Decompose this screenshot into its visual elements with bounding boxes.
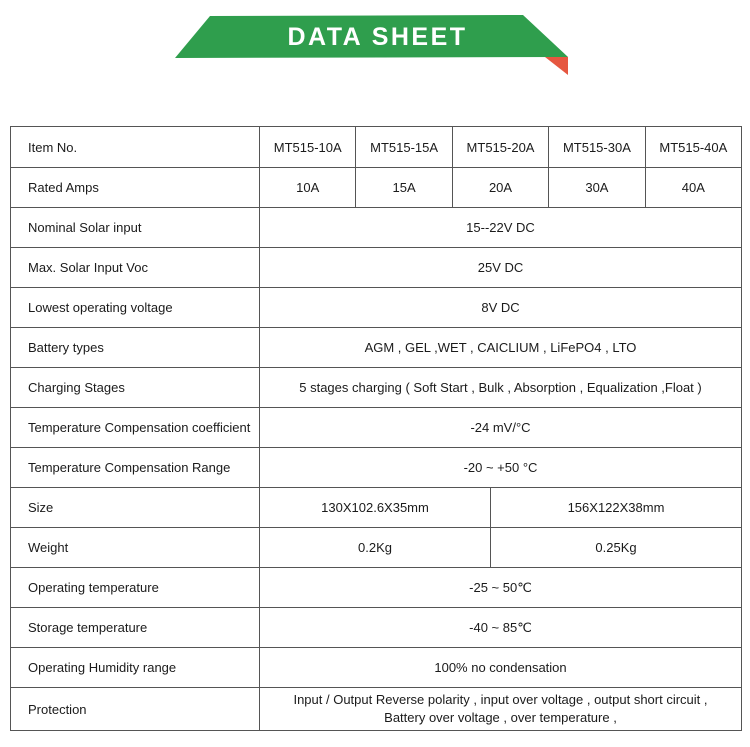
row-label: Storage temperature [28, 620, 148, 635]
row-label: Lowest operating voltage [28, 300, 173, 315]
row-label: Protection [28, 701, 87, 717]
table-row-battery-types [11, 327, 741, 367]
row-value: 100% no condensation [259, 648, 741, 687]
table-row-temp-comp-range [11, 447, 741, 487]
row-label: Max. Solar Input Voc [28, 260, 148, 275]
row-label: Charging Stages [28, 380, 125, 395]
row-label: Rated Amps [28, 180, 99, 195]
model-cell: MT515-30A [548, 127, 644, 167]
model-cell: MT515-15A [355, 127, 451, 167]
row-label: Temperature Compensation Range [28, 460, 231, 475]
table-row-weight [11, 527, 741, 567]
row-label: Item No. [28, 139, 78, 155]
table-row-size [11, 487, 741, 527]
weight-small-cell: 0.2Kg [259, 528, 490, 567]
table-row-max-solar-input-voc [11, 247, 741, 287]
table-row-item-no [11, 127, 741, 167]
row-value: 8V DC [259, 288, 741, 327]
row-value: 25V DC [259, 248, 741, 287]
size-small-cell: 130X102.6X35mm [259, 488, 490, 527]
row-value: -20 ~ +50 °C [259, 448, 741, 487]
row-label: Operating Humidity range [28, 660, 177, 675]
row-value [259, 688, 741, 730]
row-label: Nominal Solar input [28, 220, 142, 235]
table-row-lowest-operating-voltage [11, 287, 741, 327]
amps-cell: 40A [645, 168, 741, 207]
size-large-cell: 156X122X38mm [490, 488, 741, 527]
row-value: 15--22V DC [259, 208, 741, 247]
banner [175, 15, 568, 76]
row-value: -24 mV/°C [259, 408, 741, 447]
table-row-operating-temperature [11, 567, 741, 607]
table-row-operating-humidity [11, 647, 741, 687]
model-cell: MT515-40A [645, 127, 741, 167]
amps-cell: 20A [452, 168, 548, 207]
protection-line-2: Battery over voltage , over temperature , [384, 710, 617, 725]
table-row-rated-amps [11, 167, 741, 207]
model-cell: MT515-20A [452, 127, 548, 167]
row-value: AGM , GEL ,WET , CAICLIUM , LiFePO4 , LTO [259, 328, 741, 367]
table-row-temp-comp-coefficient [11, 407, 741, 447]
weight-large-cell: 0.25Kg [490, 528, 741, 567]
spec-table [10, 126, 742, 731]
row-label: Operating temperature [28, 580, 159, 595]
amps-cell: 10A [259, 168, 355, 207]
amps-cell: 30A [548, 168, 644, 207]
model-cell: MT515-10A [259, 127, 355, 167]
row-value: 5 stages charging ( Soft Start , Bulk , Absorption , Equalization ,Float ) [259, 368, 741, 407]
amps-cell: 15A [355, 168, 451, 207]
row-label: Weight [28, 540, 69, 555]
table-row-protection [11, 687, 741, 730]
row-label: Battery types [28, 340, 104, 355]
row-value: -25 ~ 50℃ [259, 568, 741, 607]
row-label: Size [28, 500, 54, 515]
table-row-storage-temperature [11, 607, 741, 647]
table-row-nominal-solar-input [11, 207, 741, 247]
row-value: -40 ~ 85℃ [259, 608, 741, 647]
protection-line-1: Input / Output Reverse polarity , input over voltage , output short circuit , [293, 691, 708, 707]
page-title: DATA SHEET [287, 22, 468, 51]
row-label: Temperature Compensation coefficient [28, 420, 251, 435]
table-row-charging-stages [11, 367, 741, 407]
